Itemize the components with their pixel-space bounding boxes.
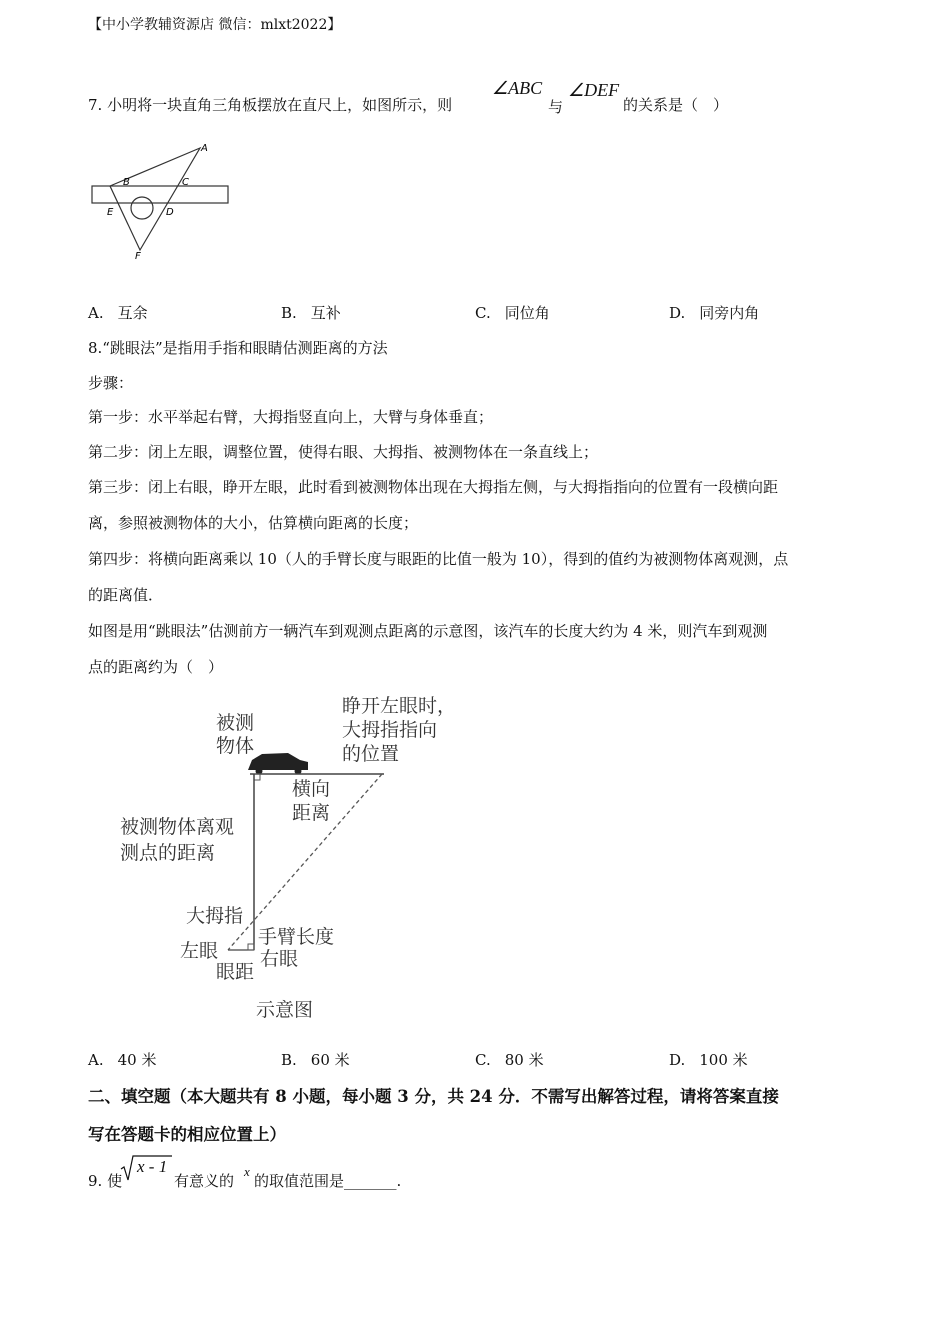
triangle-shape: [110, 148, 200, 250]
label-b: B: [123, 177, 130, 188]
label-object-1: 被测: [216, 712, 255, 734]
label-c: C: [182, 177, 189, 188]
section-2-heading-line-2: 写在答题卡的相应位置上）: [88, 1125, 286, 1144]
q7-angle-def: ∠DEF: [568, 80, 620, 100]
label-lateral-2: 距离: [292, 802, 331, 824]
q8-line-4: 第二步：闭上左眼，调整位置，使得右眼、大拇指、被测物体在一条直线上；: [88, 443, 599, 461]
car-icon: [248, 753, 308, 775]
ruler-shape: [92, 186, 228, 203]
label-left-eye-open-2: 大拇指指向: [342, 719, 438, 741]
label-f: F: [135, 251, 141, 262]
q8-line-10: 点的距离约为（ ）: [88, 658, 224, 676]
q9-variable: x: [244, 1164, 250, 1179]
q7-triangle-ruler-figure: [88, 138, 238, 263]
section-2-heading-line-1: 二、填空题（本大题共有 8 小题，每小题 3 分，共 24 分．不需写出解答过程，请将答案直接: [88, 1087, 779, 1106]
label-d: D: [166, 207, 174, 218]
q8-option-d[interactable]: D. 100 米: [669, 1051, 748, 1069]
label-left-eye-open-3: 的位置: [342, 743, 400, 765]
q8-option-c[interactable]: C. 80 米: [475, 1051, 544, 1069]
q7-angle-abc: ∠ABC: [492, 78, 543, 98]
label-right-eye: 右眼: [260, 948, 299, 970]
label-arm-length: 手臂长度: [258, 926, 335, 948]
q8-option-a[interactable]: A. 40 米: [88, 1051, 157, 1069]
question-7-stem: [88, 94, 452, 115]
q9-prefix: 9. 使: [88, 1172, 123, 1190]
q9-radicand: x - 1: [137, 1157, 168, 1176]
q9-suffix: 的取值范围是_______.: [254, 1172, 402, 1190]
triangle-hole: [131, 197, 153, 219]
q7-connector: 与: [548, 98, 564, 116]
label-distance-2: 测点的距离: [120, 842, 216, 864]
q8-line-8: 的距离值．: [88, 586, 164, 604]
q8-line-2: 步骤：: [88, 374, 134, 392]
q9-middle: 有意义的: [174, 1172, 235, 1190]
q8-line-7: 第四步：将横向距离乘以 10（人的手臂长度与眼距的比值一般为 10），得到的值约为被测物体离观测，点: [88, 550, 789, 568]
label-eye-distance: 眼距: [216, 961, 255, 983]
label-e: E: [107, 207, 114, 218]
q8-line-9: 如图是用“跳眼法”估测前方一辆汽车到观测点距离的示意图，该汽车的长度大约为 4 米，则汽车到观测: [88, 622, 768, 640]
q8-line-6: 离，参照被测物体的大小，估算横向距离的长度；: [88, 514, 419, 532]
q8-option-b[interactable]: B. 60 米: [281, 1051, 350, 1069]
q7-option-b[interactable]: B. 互补: [281, 304, 341, 322]
q7-stem-suffix: 的关系是（ ）: [623, 96, 729, 114]
page-header: 【中小学教辅资源店 微信：mlxt2022】: [88, 17, 342, 33]
q7-option-c[interactable]: C. 同位角: [475, 304, 550, 322]
label-a: A: [201, 143, 208, 154]
q8-line-5: 第三步：闭上右眼，睁开左眼，此时看到被测物体出现在大拇指左侧，与大拇指指向的位置有一段横向距: [88, 478, 779, 496]
label-object-2: 物体: [216, 735, 255, 757]
q8-line-1: 8.“跳眼法”是指用手指和眼睛估测距离的方法: [88, 339, 388, 357]
q8-jump-eye-diagram: [110, 688, 470, 1033]
q8-line-3: 第一步：水平举起右臂，大拇指竖直向上，大臂与身体垂直；: [88, 408, 494, 426]
label-thumb: 大拇指: [186, 905, 244, 927]
label-distance-1: 被测物体离观: [120, 816, 235, 838]
label-left-eye: 左眼: [180, 940, 219, 962]
label-caption: 示意图: [256, 999, 314, 1021]
label-lateral-1: 横向: [292, 778, 331, 800]
sight-line: [228, 774, 382, 950]
q7-option-a[interactable]: A. 互余: [88, 304, 148, 322]
label-left-eye-open-1: 睁开左眼时，: [342, 695, 457, 717]
q7-stem-prefix: 7. 小明将一块直角三角板摆放在直尺上，如图所示，则: [88, 96, 453, 114]
q7-option-d[interactable]: D. 同旁内角: [669, 304, 760, 322]
